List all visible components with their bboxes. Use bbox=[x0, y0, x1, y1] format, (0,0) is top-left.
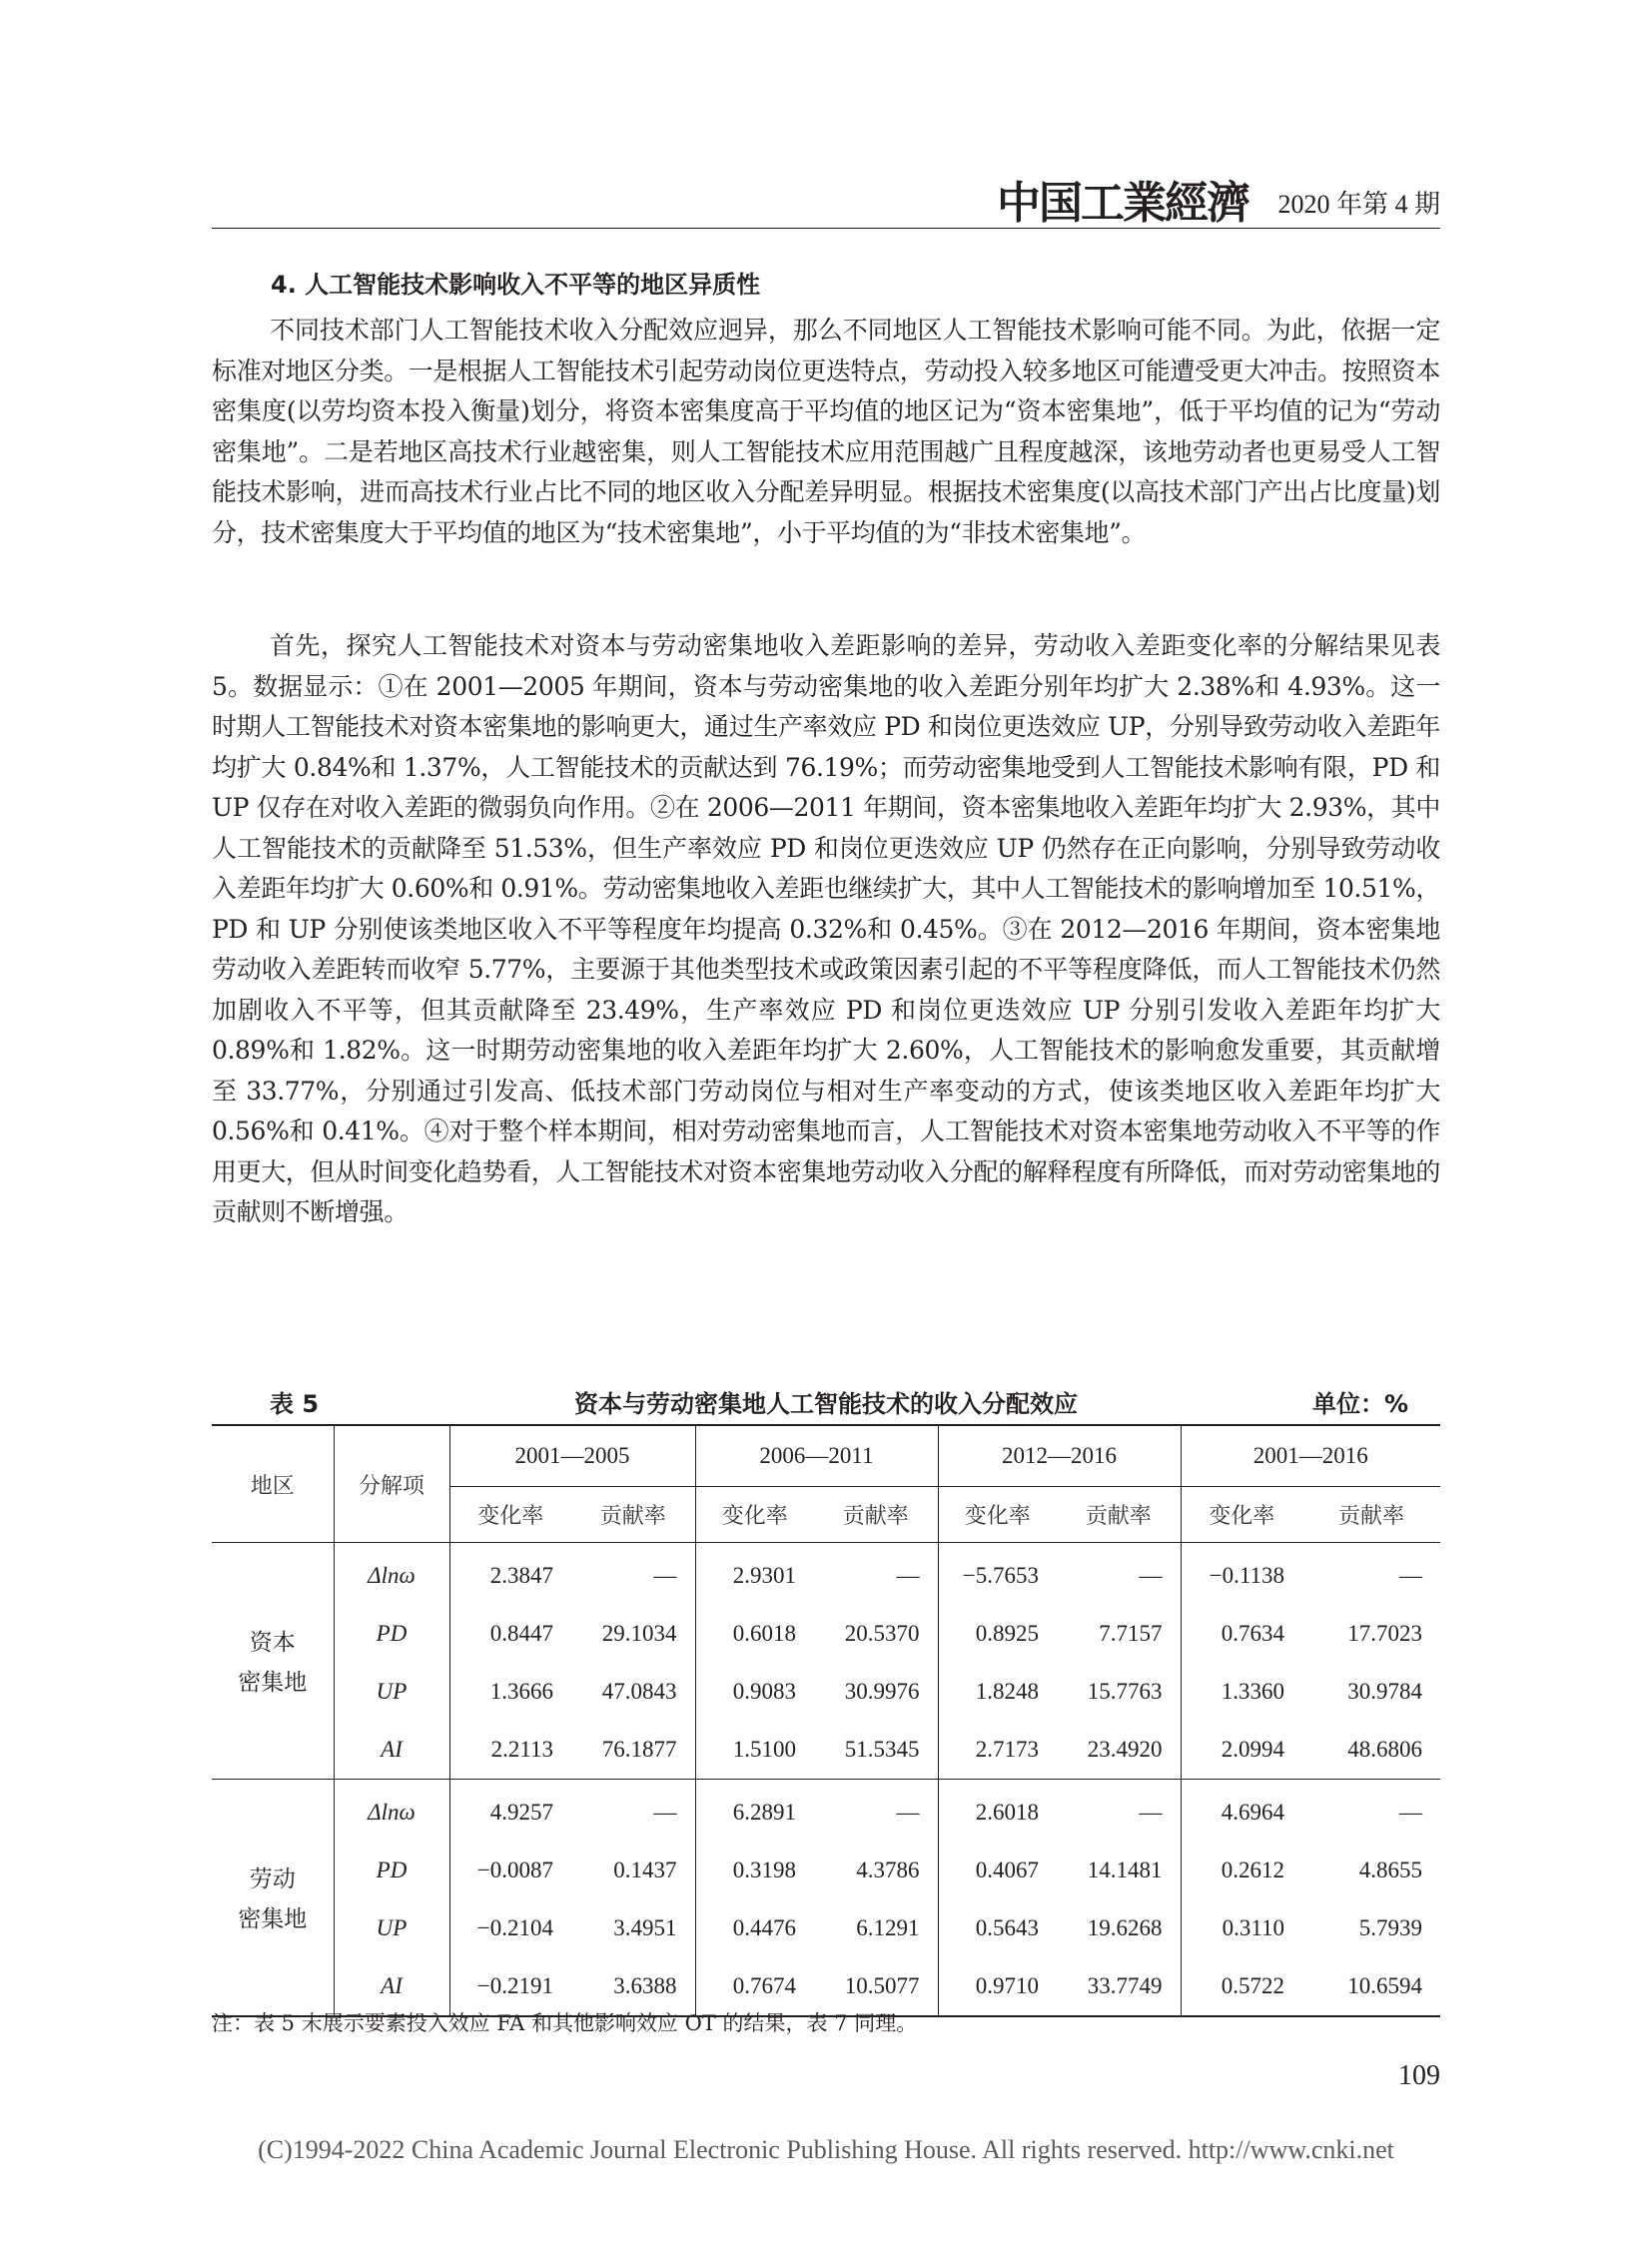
contrib-cell: 19.6268 bbox=[1057, 1899, 1181, 1957]
change-cell: −0.1138 bbox=[1209, 1563, 1284, 1588]
contrib-cell: 20.5370 bbox=[814, 1605, 938, 1663]
contrib-cell: 14.1481 bbox=[1057, 1842, 1181, 1899]
header-period: 2001—2016 bbox=[1181, 1425, 1440, 1487]
contrib-cell: 76.1877 bbox=[571, 1721, 695, 1780]
contrib-cell: 10.6594 bbox=[1347, 1973, 1422, 1998]
change-cell: 4.6964 bbox=[1181, 1780, 1302, 1843]
contrib-cell: 47.0843 bbox=[571, 1663, 695, 1721]
change-cell: 2.3847 bbox=[489, 1563, 553, 1588]
issue-label: 2020 年第 4 期 bbox=[1277, 190, 1440, 219]
change-cell: 0.5643 bbox=[975, 1915, 1039, 1940]
contrib-cell: 6.1291 bbox=[814, 1899, 938, 1957]
table-note: 注：表 5 未展示要素投入效应 FA 和其他影响效应 OT 的结果，表 7 同理。 bbox=[212, 2011, 918, 2035]
table-row bbox=[212, 1663, 1440, 1721]
contrib-cell: 17.7023 bbox=[1347, 1621, 1422, 1646]
table-title: 资本与劳动密集地人工智能技术的收入分配效应 bbox=[574, 1390, 1078, 1418]
header-period: 2001—2005 bbox=[449, 1425, 695, 1487]
contrib-cell: 7.7157 bbox=[1057, 1605, 1181, 1663]
contrib-cell: 29.1034 bbox=[571, 1605, 695, 1663]
change-cell: 0.8447 bbox=[489, 1621, 553, 1646]
change-cell: 0.9710 bbox=[975, 1973, 1039, 1998]
table-unit: 单位：% bbox=[1311, 1390, 1408, 1418]
change-cell: 2.6018 bbox=[938, 1780, 1057, 1843]
running-header bbox=[212, 178, 1440, 229]
contrib-cell: 3.6388 bbox=[571, 1957, 695, 2016]
item-cell: PD bbox=[334, 1842, 449, 1899]
header-item: 分解项 bbox=[334, 1425, 449, 1543]
table-row bbox=[212, 1605, 1440, 1663]
contrib-cell: 15.7763 bbox=[1057, 1663, 1181, 1721]
table-row bbox=[212, 1780, 1440, 1843]
item-cell: UP bbox=[334, 1899, 449, 1957]
contrib-cell: 48.6806 bbox=[1347, 1737, 1422, 1762]
table-row bbox=[212, 1899, 1440, 1957]
change-cell: 2.9301 bbox=[732, 1563, 796, 1588]
change-cell: 2.0994 bbox=[1221, 1737, 1284, 1762]
table-body bbox=[212, 1543, 1440, 2017]
change-cell: 0.9083 bbox=[732, 1679, 796, 1704]
contrib-cell: — bbox=[571, 1543, 695, 1606]
change-cell: 6.2891 bbox=[695, 1780, 814, 1843]
change-cell: 0.8925 bbox=[975, 1621, 1039, 1646]
change-cell: 0.7674 bbox=[732, 1973, 796, 1998]
header-period: 2006—2011 bbox=[695, 1425, 938, 1487]
change-cell: 1.3666 bbox=[489, 1679, 553, 1704]
contrib-cell: 23.4920 bbox=[1057, 1721, 1181, 1780]
region-line: 密集地 bbox=[238, 1670, 308, 1696]
contrib-cell: 30.9976 bbox=[814, 1663, 938, 1721]
change-cell: 0.6018 bbox=[732, 1621, 796, 1646]
paragraph-2: 首先，探究人工智能技术对资本与劳动密集地收入差距影响的差异，劳动收入差距变化率的分解结果见表 5。数据显示：①在 2001—2005 年期间，资本与劳动密集地的收入差距分别年均扩大 2.38%和 4.93%。这一时期人工智能技术对资本密集地的影响更大，通过生产率效应 PD 和岗位更迭效应 UP，分别导致劳动收入差距年均扩大 0.84%和 1.37%，人工智能技术的贡献达到 76.19%；而劳动密集地受到人工智能技术影响有限，PD 和 UP 仅存在对收入差距的微弱负向作用。②在 2006—2011 年期间，资本密集地收入差距年均扩大 2.93%，其中人工智能技术的贡献降至 51.53%，但生产率效应 PD 和岗位更迭效应 UP 仍然存在正向影响，分别导致劳动收入差距年均扩大 0.60%和 0.91%。劳动密集地收入差距也继续扩大，其中人工智能技术的影响增加至 10.51%，PD 和 UP 分别使该类地区收入不平等程度年均提高 0.32%和 0.45%。③在 2012—2016 年期间，资本密集地劳动收入差距转而收窄 5.77%，主要源于其他类型技术或政策因素引起的不平等程度降低，而人工智能技术仍然加剧收入不平等，但其贡献降至 23.49%，生产率效应 PD 和岗位更迭效应 UP 分别引发收入差距年均扩大 0.89%和 1.82%。这一时期劳动密集地的收入差距年均扩大 2.60%，人工智能技术的影响愈发重要，其贡献增至 33.77%，分别通过引发高、低技术部门劳动岗位与相对生产率变动的方式，使该类地区收入差距年均扩大 0.56%和 0.41%。④对于整个样本期间，相对劳动密集地而言，人工智能技术对资本密集地劳动收入不平等的作用更大，但从时间变化趋势看，人工智能技术对资本密集地劳动收入分配的解释程度有所降低，而对劳动密集地的贡献则不断增强。 bbox=[212, 631, 1441, 1226]
table-row bbox=[212, 1721, 1440, 1780]
item-cell: UP bbox=[334, 1663, 449, 1721]
contrib-cell: — bbox=[1057, 1543, 1181, 1606]
item-cell: Δlnω bbox=[334, 1543, 449, 1606]
region-line: 劳动 bbox=[249, 1867, 296, 1892]
change-cell: 1.8248 bbox=[975, 1679, 1039, 1704]
header-period: 2012—2016 bbox=[938, 1425, 1181, 1487]
contrib-cell: 4.8655 bbox=[1358, 1858, 1422, 1882]
header-contrib: 贡献率 bbox=[814, 1487, 938, 1543]
table-caption bbox=[212, 1384, 1440, 1420]
item-cell: Δlnω bbox=[334, 1780, 449, 1843]
header-change: 变化率 bbox=[1181, 1487, 1302, 1543]
change-cell: −0.2191 bbox=[476, 1973, 553, 1998]
contrib-cell: 5.7939 bbox=[1358, 1915, 1422, 1940]
contrib-cell: 30.9784 bbox=[1347, 1679, 1422, 1704]
change-cell: 0.4476 bbox=[732, 1915, 796, 1940]
page-number: 109 bbox=[1398, 2060, 1440, 2091]
region-cell bbox=[212, 1780, 334, 2017]
contrib-cell: 4.3786 bbox=[814, 1842, 938, 1899]
table-row bbox=[212, 1543, 1440, 1606]
change-cell: 1.5100 bbox=[732, 1737, 796, 1762]
item-cell: AI bbox=[334, 1957, 449, 2016]
header-change: 变化率 bbox=[449, 1487, 571, 1543]
contrib-cell: — bbox=[814, 1780, 938, 1843]
contrib-cell: 3.4951 bbox=[571, 1899, 695, 1957]
region-cell bbox=[212, 1543, 334, 1780]
item-cell: AI bbox=[334, 1721, 449, 1780]
change-cell: 0.4067 bbox=[975, 1858, 1039, 1882]
change-cell: 2.2113 bbox=[490, 1737, 553, 1762]
change-cell: 0.5722 bbox=[1221, 1973, 1284, 1998]
header-change: 变化率 bbox=[938, 1487, 1057, 1543]
contrib-cell: — bbox=[1399, 1563, 1422, 1588]
header-contrib: 贡献率 bbox=[1057, 1487, 1181, 1543]
header-region: 地区 bbox=[212, 1425, 334, 1543]
contrib-cell: — bbox=[1057, 1780, 1181, 1843]
change-cell: 4.9257 bbox=[449, 1780, 571, 1843]
change-cell: 1.3360 bbox=[1221, 1679, 1284, 1704]
contrib-cell: 10.5077 bbox=[814, 1957, 938, 2016]
copyright-footer: (C)1994-2022 China Academic Journal Electronic Publishing House. All rights reserved. http://www.cnki.net bbox=[258, 2135, 1394, 2164]
change-cell: 2.7173 bbox=[975, 1737, 1039, 1762]
table-label: 表 5 bbox=[270, 1390, 320, 1418]
paragraph-1: 不同技术部门人工智能技术收入分配效应迥异，那么不同地区人工智能技术影响可能不同。为此，依据一定标准对地区分类。一是根据人工智能技术引起劳动岗位更迭特点，劳动投入较多地区可能遭受更大冲击。按照资本密集度(以劳均资本投入衡量)划分，将资本密集度高于平均值的地区记为“资本密集地”，低于平均值的记为“劳动密集地”。二是若地区高技术行业越密集，则人工智能技术应用范围越广且程度越深，该地劳动者也更易受人工智能技术影响，进而高技术行业占比不同的地区收入分配差异明显。根据技术密集度(以高技术部门产出占比度量)划分，技术密集度大于平均值的地区为“技术密集地”，小于平均值的为“非技术密集地”。 bbox=[212, 316, 1441, 547]
data-table bbox=[212, 1424, 1440, 2017]
journal-logo: 中国工業經濟 bbox=[997, 178, 1248, 229]
contrib-cell: 33.7749 bbox=[1057, 1957, 1181, 2016]
item-cell: PD bbox=[334, 1605, 449, 1663]
change-cell: 0.2612 bbox=[1221, 1858, 1284, 1882]
section-title: 4. 人工智能技术影响收入不平等的地区异质性 bbox=[271, 271, 761, 299]
change-cell: −0.2104 bbox=[476, 1915, 553, 1940]
change-cell: −0.0087 bbox=[476, 1858, 553, 1882]
region-line: 资本 bbox=[249, 1630, 296, 1656]
region-line: 密集地 bbox=[238, 1906, 308, 1932]
change-cell: 0.7634 bbox=[1221, 1621, 1284, 1646]
header-change: 变化率 bbox=[695, 1487, 814, 1543]
contrib-cell: — bbox=[1302, 1780, 1440, 1843]
table-row bbox=[212, 1842, 1440, 1899]
change-cell: −5.7653 bbox=[962, 1563, 1039, 1588]
contrib-cell: — bbox=[571, 1780, 695, 1843]
contrib-cell: 0.1437 bbox=[571, 1842, 695, 1899]
header-contrib: 贡献率 bbox=[1302, 1487, 1440, 1543]
change-cell: 0.3198 bbox=[732, 1858, 796, 1882]
header-contrib: 贡献率 bbox=[571, 1487, 695, 1543]
contrib-cell: 51.5345 bbox=[814, 1721, 938, 1780]
contrib-cell: — bbox=[814, 1543, 938, 1606]
change-cell: 0.3110 bbox=[1222, 1915, 1284, 1940]
